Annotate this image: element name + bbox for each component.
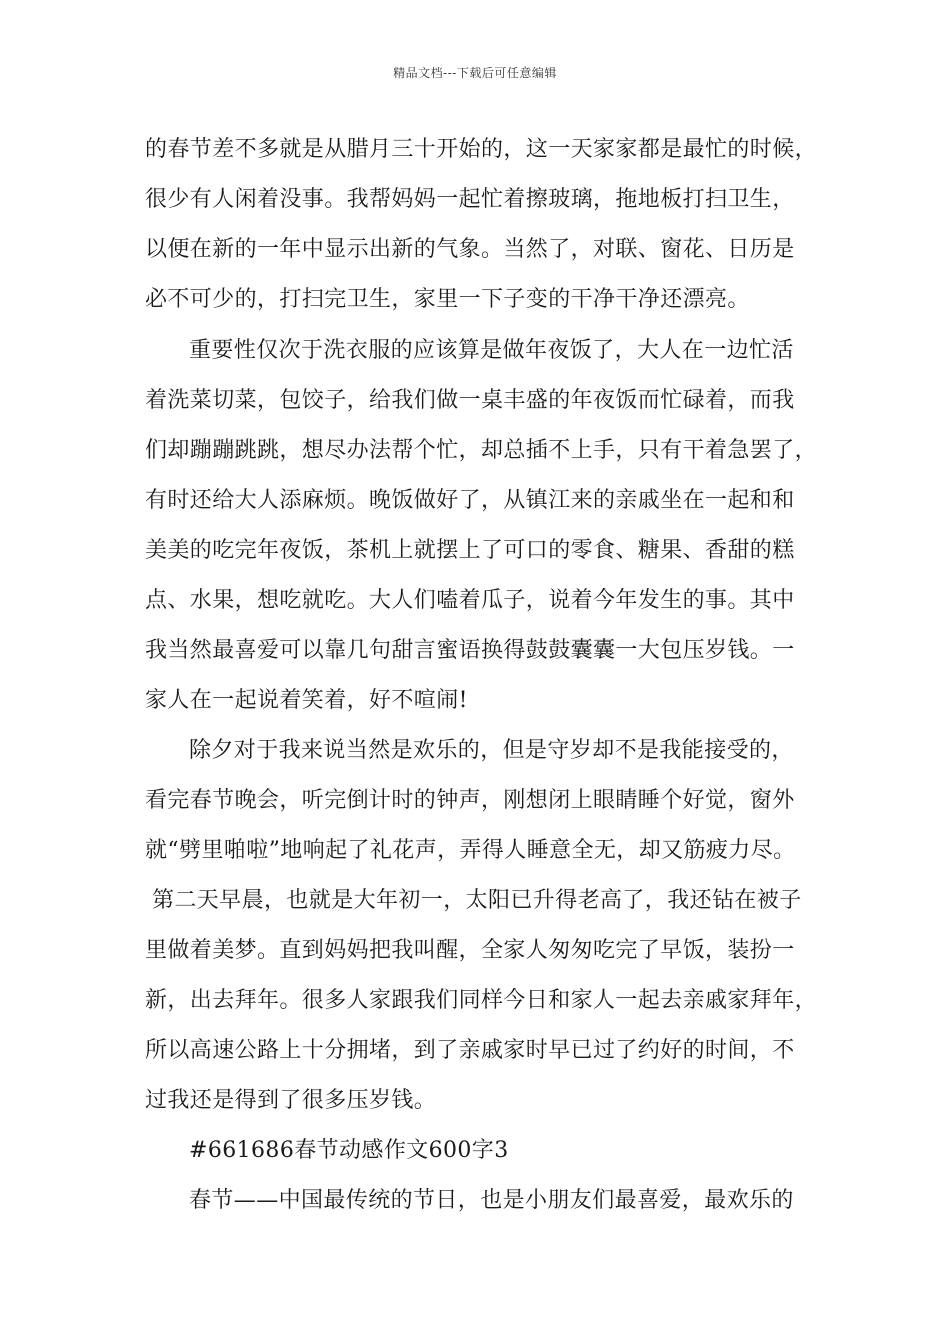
text-line: 必不可少的，打扫完卫生，家里一下子变的干净干净还漂亮。 (145, 287, 750, 312)
text-line: 就“劈里啪啦”地响起了礼花声，弄得人睡意全无，却又筋疲力尽。 (145, 838, 796, 863)
text-line: 第二天早晨，也就是大年初一，太阳已升得老高了，我还钻在被子 (152, 888, 802, 913)
text-line: 美美的吃完年夜饭，茶机上就摆上了可口的零食、糖果、香甜的糕 (145, 538, 795, 563)
text-line: 所以高速公路上十分拥堵，到了亲戚家时早已过了约好的时间，不 (145, 1038, 795, 1063)
text-line: 有时还给大人添麻烦。晚饭做好了，从镇江来的亲戚坐在一起和和 (145, 488, 795, 513)
text-line: 很少有人闲着没事。我帮妈妈一起忙着擦玻璃，拖地板打扫卫生， (145, 187, 795, 212)
text-line: 家人在一起说着笑着，好不喧闹! (145, 688, 468, 713)
text-line: 着洗菜切菜，包饺子，给我们做一桌丰盛的年夜饭而忙碌着，而我 (145, 388, 795, 413)
text-line: 点、水果，想吃就吃。大人们嗑着瓜子，说着今年发生的事。其中 (145, 588, 795, 613)
paragraph-start-line: 重要性仅次于洗衣服的应该算是做年夜饭了，大人在一边忙活 (189, 338, 794, 363)
page-header: 精品文档---下载后可任意编辑 (393, 66, 557, 80)
text-line: 的春节差不多就是从腊月三十开始的，这一天家家都是最忙的时候， (145, 137, 818, 162)
paragraph-start-line: 春节——中国最传统的节日，也是小朋友们最喜爱，最欢乐的 (189, 1188, 794, 1213)
text-line: 看完春节晚会，听完倒计时的钟声，刚想闭上眼睛睡个好觉，窗外 (145, 788, 795, 813)
text-line: 过我还是得到了很多压岁钱。 (145, 1088, 437, 1113)
section-heading: #661686春节动感作文600字3 (189, 1138, 509, 1163)
text-line: 里做着美梦。直到妈妈把我叫醒，全家人匆匆吃完了早饭，装扮一 (145, 938, 795, 963)
text-line: 我当然最喜爱可以靠几句甜言蜜语换得鼓鼓囊囊一大包压岁钱。一 (145, 638, 795, 663)
text-line: 们却蹦蹦跳跳，想尽办法帮个忙，却总插不上手，只有干着急罢了， (145, 438, 818, 463)
text-line: 新，出去拜年。很多人家跟我们同样今日和家人一起去亲戚家拜年， (145, 988, 818, 1013)
text-line: 以便在新的一年中显示出新的气象。当然了，对联、窗花、日历是 (145, 237, 795, 262)
paragraph-start-line: 除夕对于我来说当然是欢乐的，但是守岁却不是我能接受的， (189, 738, 794, 763)
